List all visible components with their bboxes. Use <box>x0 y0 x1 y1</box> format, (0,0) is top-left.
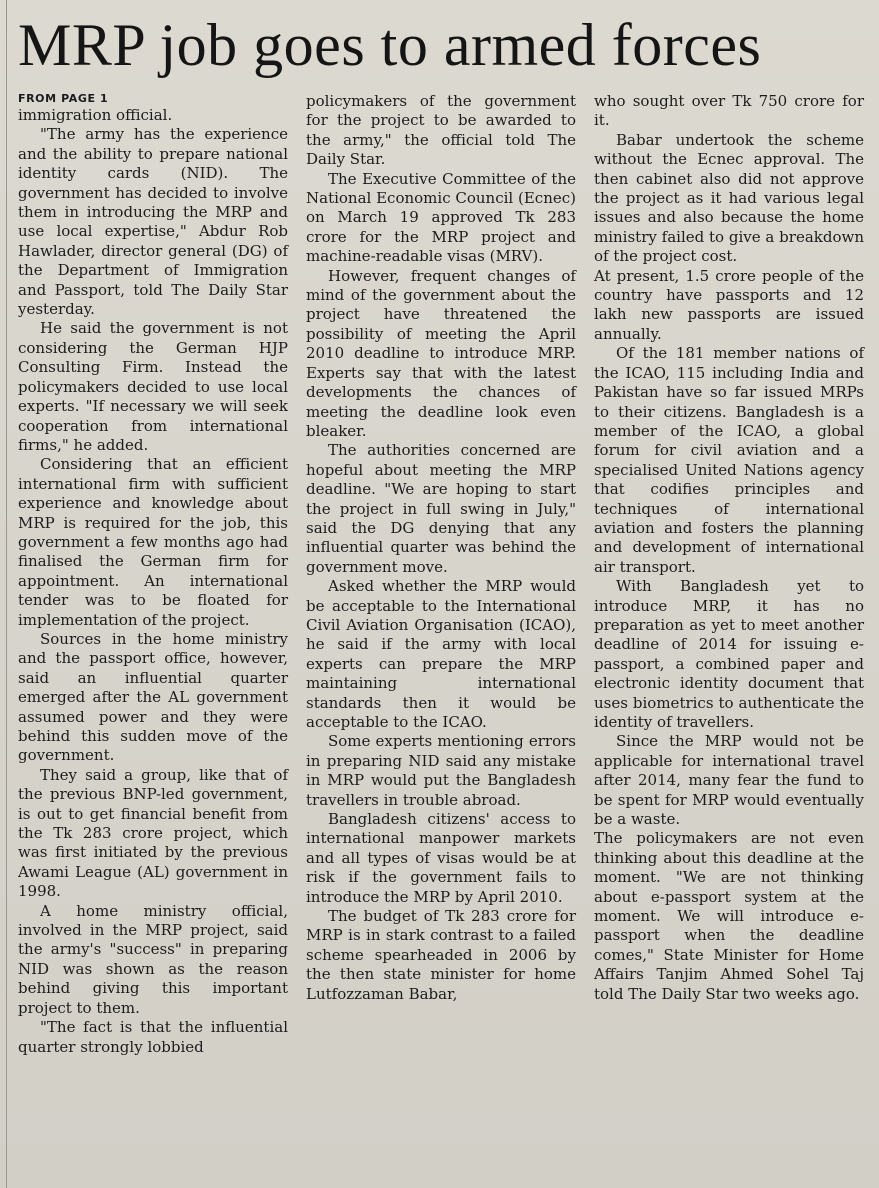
article-paragraph: With Bangladesh yet to introduce MRP, it has no preparation as yet to meet another deadline of 2014 for issuing e-passport, a combined paper and electronic identity document that uses biometrics to authenticate the identity of travellers. <box>594 577 864 731</box>
article-column-3 <box>594 92 864 1057</box>
article-paragraph: policymakers of the government for the project to be awarded to the army," the official told The Daily Star. <box>306 92 576 169</box>
headline: MRP job goes to armed forces <box>18 12 762 78</box>
article-paragraph: The Executive Committee of the National Economic Council (Ecnec) on March 19 approved Tk 283 crore for the MRP project and machine-readable visas (MRV). <box>306 169 576 266</box>
article-paragraph: The budget of Tk 283 crore for MRP is in stark contrast to a failed scheme spearheaded in 2006 by the then state minister for home Lutfozzaman Babar, <box>306 907 576 1003</box>
from-page-label: FROM PAGE 1 <box>18 92 109 105</box>
article-paragraph: who sought over Tk 750 crore for it. <box>594 92 864 130</box>
article-paragraph: Sources in the home ministry and the passport office, however, said an influential quarter emerged after the AL government assumed power and they were behind this sudden move of the government. <box>18 629 288 765</box>
article-paragraph: However, frequent changes of mind of the government about the project have threatened the possibility of meeting the April 2010 deadline to introduce MRP. Experts say that with the latest developments the chances of meeting the deadline look even bleaker. <box>306 266 576 440</box>
article-paragraph: Some experts mentioning errors in preparing NID said any mistake in MRP would put the Bangladesh travellers in trouble abroad. <box>306 732 576 809</box>
article-paragraph: Since the MRP would not be applicable for international travel after 2014, many fear the fund to be spent for MRP would eventually be a waste. <box>594 732 864 829</box>
article-paragraph: The authorities concerned are hopeful about meeting the MRP deadline. "We are hoping to start the project in full swing in July," said the DG denying that any influential quarter was behind the government move. <box>306 441 576 576</box>
article-paragraph: Bangladesh citizens' access to international manpower markets and all types of visas would be at risk if the government fails to introduce the MRP by April 2010. <box>306 810 576 906</box>
article-paragraph: Of the 181 member nations of the ICAO, 115 including India and Pakistan have so far issued MRPs to their citizens. Bangladesh is a member of the ICAO, a global forum for civil aviation and a specialised United Nations agency that codifies principles and techniques of international aviation and fosters the planning and development of international air transport. <box>594 344 864 576</box>
article-paragraph: Asked whether the MRP would be acceptable to the International Civil Aviation Organisation (ICAO), he said if the army with local experts can prepare the MRP maintaining international standards then it would be acceptable to the ICAO. <box>306 577 576 731</box>
article-paragraph: At present, 1.5 crore people of the country have passports and 12 lakh new passports are issued annually. <box>594 266 864 343</box>
article-paragraph: Babar undertook the scheme without the Ecnec approval. The then cabinet also did not approve the project as it had various legal issues and also because the home ministry failed to give a breakdown of the project cost. <box>594 130 864 266</box>
article-paragraph: They said a group, like that of the previous BNP-led government, is out to get financial benefit from the Tk 283 crore project, which was first initiated by the previous Awami League (AL) government in 1998. <box>18 765 288 901</box>
article-paragraph: A home ministry official, involved in the MRP project, said the army's "success" in preparing NID was shown as the reason behind giving this important project to them. <box>18 901 288 1017</box>
article-columns <box>18 92 865 1057</box>
column-rule <box>6 0 7 1188</box>
article-column-2 <box>306 92 576 1057</box>
article-paragraph: "The fact is that the influential quarter strongly lobbied <box>18 1018 288 1056</box>
article-paragraph: "The army has the experience and the ability to prepare national identity cards (NID). The government has decided to involve them in introducing the MRP and use local expertise," Abdur Rob Hawlader, director general (DG) of the Department of Immigration and Passport, told The Daily Star yesterday. <box>18 125 288 319</box>
article-paragraph: Considering that an efficient international firm with sufficient experience and knowledge about MRP is required for the job, this government a few months ago had finalised the German firm for appointment. An international tender was to be floated for implementation of the project. <box>18 455 288 629</box>
article-paragraph: immigration official. <box>18 106 173 124</box>
article-column-1 <box>18 92 288 1057</box>
article-paragraph: He said the government is not considering the German HJP Consulting Firm. Instead the policymakers decided to use local experts. "If necessary we will seek cooperation from international firms," he added. <box>18 319 288 454</box>
article-paragraph: The policymakers are not even thinking about this deadline at the moment. "We are not thinking about e-passport system at the moment. We will introduce e-passport when the deadline comes," State Minister for Home Affairs Tanjim Ahmed Sohel Taj told The Daily Star two weeks ago. <box>594 829 864 1003</box>
